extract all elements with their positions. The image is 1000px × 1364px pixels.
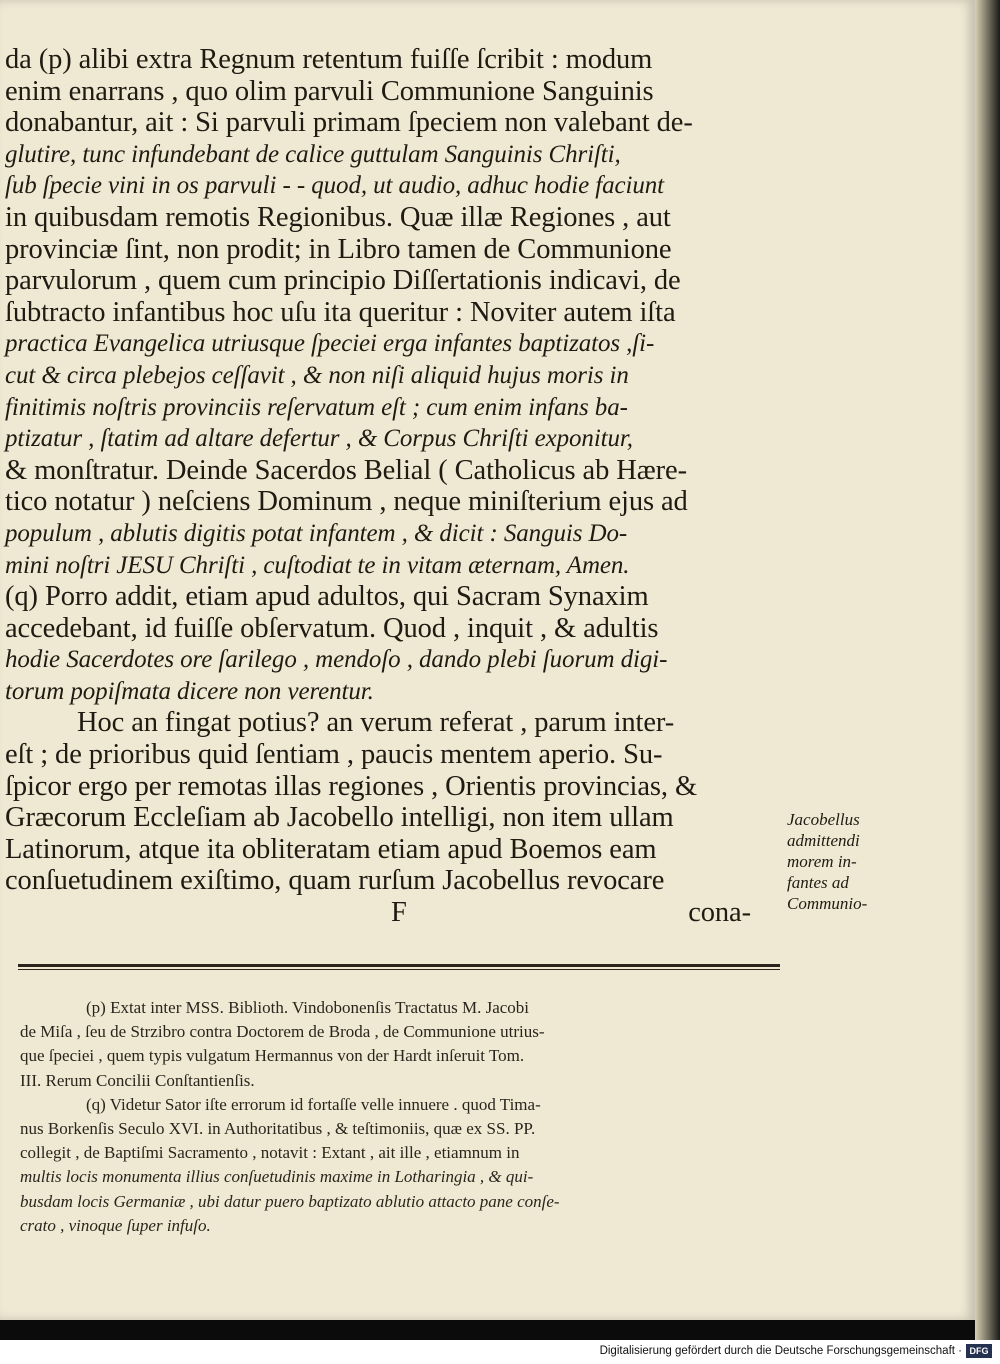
footnote-line: que ſpeciei , quem typis vulgatum Hermannus von der Hardt inſeruit Tom. bbox=[20, 1046, 525, 1066]
footer-bar bbox=[0, 1340, 1000, 1364]
text-line: provinciæ ſint, non prodit; in Libro tamen de Communione bbox=[5, 233, 672, 265]
text-line: mini noſtri JESU Chriſti , cuſtodiat te in vitam æternam, Amen. bbox=[5, 551, 630, 579]
catchword: cona- bbox=[688, 897, 751, 929]
signature-line bbox=[5, 897, 783, 929]
text-line: ſpicor ergo per remotas illas regiones , Orientis provincias, & bbox=[5, 770, 698, 802]
text-line: eſt ; de prioribus quid ſentiam , paucis mentem aperio. Su- bbox=[5, 739, 663, 771]
footnote-line: busdam locis Germaniæ , ubi datur puero baptizato ablutio attacto pane conſe- bbox=[20, 1191, 560, 1211]
footnotes bbox=[20, 996, 800, 1238]
footer-credit: Digitalisierung gefördert durch die Deutsche Forschungsgemeinschaft · bbox=[599, 1345, 962, 1357]
footnote-line: (q) Videtur Sator iſte errorum id fortaſſe velle innuere . quod Tima- bbox=[86, 1094, 541, 1114]
text-line: & monſtratur. Deinde Sacerdos Belial ( Catholicus ab Hære- bbox=[5, 454, 687, 486]
margin-note-line: Communio- bbox=[787, 894, 868, 913]
footnote-line: III. Rerum Concilii Conſtantienſis. bbox=[20, 1070, 255, 1090]
margin-note-line: Jacobellus bbox=[787, 810, 860, 829]
text-line: glutire, tunc infundebant de calice guttulam Sanguinis Chriſti, bbox=[5, 140, 621, 168]
text-line: (q) Porro addit, etiam apud adultos, qui Sacram Synaxim bbox=[5, 581, 649, 613]
footnote-line: (p) Extat inter MSS. Biblioth. Vindobonenſis Tractatus M. Jacobi bbox=[86, 998, 530, 1017]
text-line: populum , ablutis digitis potat infantem , & dicit : Sanguis Do- bbox=[5, 519, 628, 547]
footnote-rule-thin bbox=[18, 969, 780, 970]
text-line: practica Evangelica utriusque ſpeciei erga infantes baptizatos ,ſi- bbox=[5, 330, 655, 358]
text-line: ſubtracto infantibus hoc uſu ita queritur : Noviter autem iſta bbox=[5, 296, 676, 328]
footnote-line: crato , vinoque ſuper infuſo. bbox=[20, 1215, 211, 1235]
text-line: Hoc an fingat potius? an verum referat , parum inter- bbox=[77, 707, 675, 739]
text-line: parvulorum , quem cum principio Diſſertationis indicavi, de bbox=[5, 265, 681, 297]
footnote-line: nus Borkenſis Seculo XVI. in Authoritatibus , & teſtimoniis, quæ ex SS. PP. bbox=[20, 1118, 536, 1138]
text-line: ſub ſpecie vini in os parvuli - - quod, ut audio, adhuc hodie faciunt bbox=[5, 172, 664, 200]
page-edge bbox=[975, 0, 1000, 1340]
footnote-rule bbox=[18, 964, 780, 967]
text-line: Latinorum, atque ita obliteratam etiam apud Boemos eam bbox=[5, 833, 657, 865]
margin-note bbox=[787, 809, 917, 914]
text-line: da (p) alibi extra Regnum retentum fuiſſe ſcribit : modum bbox=[5, 44, 653, 75]
text-line: enim enarrans , quo olim parvuli Communione Sanguinis bbox=[5, 75, 654, 107]
text-line: tico notatur ) neſciens Dominum , neque miniſterium ejus ad bbox=[5, 486, 688, 518]
text-line: Græcorum Eccleſiam ab Jacobello intelligi, non item ullam bbox=[5, 802, 674, 834]
text-line: accedebant, id fuiſſe obſervatum. Quod , inquit , & adultis bbox=[5, 612, 659, 644]
text-line: finitimis noſtris provinciis reſervatum eſt ; cum enim infans ba- bbox=[5, 393, 628, 421]
dfg-logo: DFG bbox=[966, 1344, 992, 1358]
text-line: hodie Sacerdotes ore ſarilego , mendoſo , dando plebi ſuorum digi- bbox=[5, 646, 668, 674]
text-line: ptizatur , ſtatim ad altare defertur , & Corpus Chriſti exponitur, bbox=[5, 425, 633, 453]
text-line: cut & circa plebejos ceſſavit , & non niſi aliquid hujus moris in bbox=[5, 361, 629, 389]
margin-note-line: fantes ad bbox=[787, 873, 849, 892]
main-text bbox=[5, 44, 783, 929]
text-line: conſuetudinem exiſtimo, quam rurſum Jacobellus revocare bbox=[5, 865, 665, 897]
footnote-line: multis locis monumenta illius conſuetudinis maxime in Lotharingia , & qui- bbox=[20, 1167, 534, 1187]
footnote-line: collegit , de Baptiſmi Sacramento , notavit : Extant , ait ille , etiamnum in bbox=[20, 1143, 520, 1163]
margin-note-line: morem in- bbox=[787, 852, 857, 871]
signature-mark: F bbox=[391, 897, 407, 929]
footnote-line: de Miſa , ſeu de Strzibro contra Doctorem de Broda , de Communione utrius- bbox=[20, 1022, 545, 1042]
margin-note-line: admittendi bbox=[787, 831, 860, 850]
text-line: donabantur, ait : Si parvuli primam ſpeciem non valebant de- bbox=[5, 107, 693, 139]
text-line: torum popiſmata dicere non verentur. bbox=[5, 677, 374, 705]
text-line: in quibusdam remotis Regionibus. Quæ illæ Regiones , aut bbox=[5, 201, 671, 233]
